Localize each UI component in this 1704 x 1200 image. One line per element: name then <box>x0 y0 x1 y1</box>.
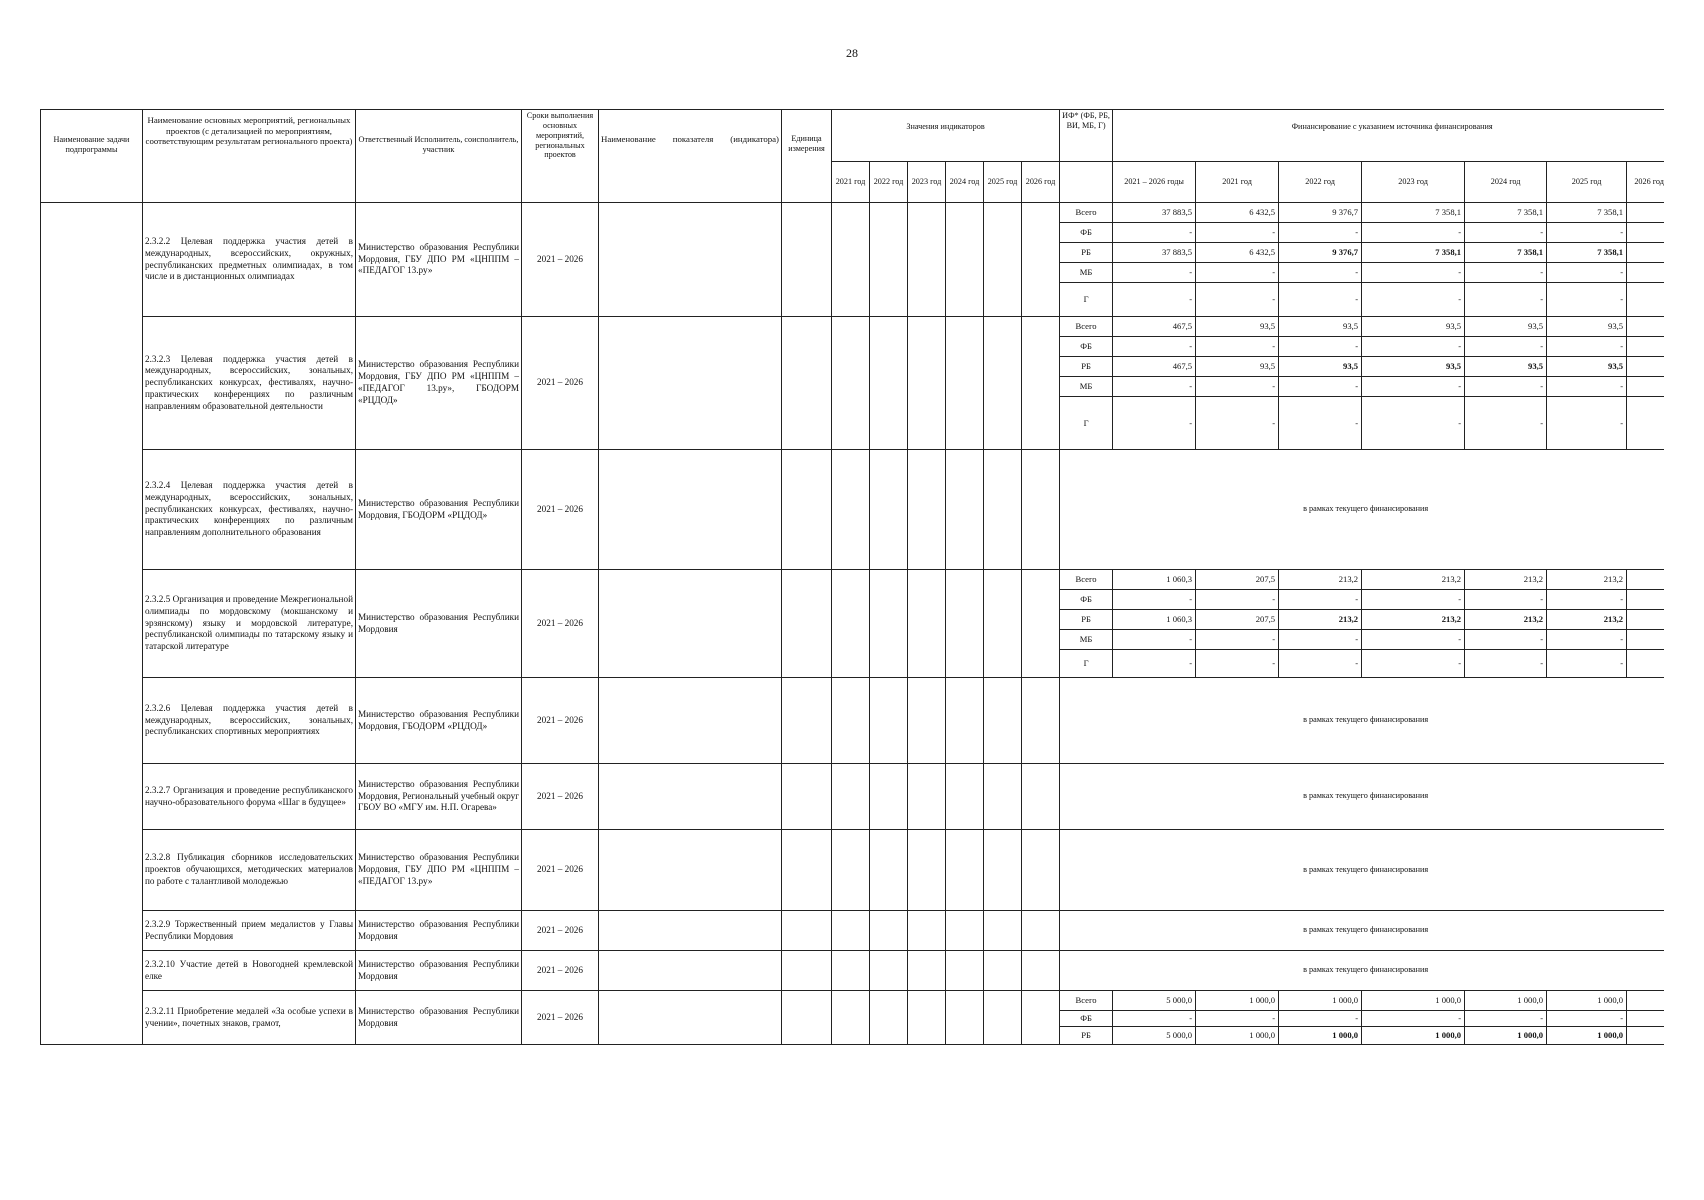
finance-value: - <box>1113 337 1196 357</box>
term: 2021 – 2026 <box>522 678 599 764</box>
indicator-value <box>1022 951 1060 991</box>
indicator-name <box>599 678 782 764</box>
finance-value: - <box>1113 630 1196 650</box>
term: 2021 – 2026 <box>522 203 599 317</box>
indicator-value <box>946 911 984 951</box>
finance-value: - <box>1113 223 1196 243</box>
finance-row <box>41 317 1665 337</box>
finance-value: - <box>1465 223 1547 243</box>
event-row <box>41 678 1665 764</box>
finance-source: ФБ <box>1060 223 1113 243</box>
finance-value: - <box>1547 650 1627 678</box>
term: 2021 – 2026 <box>522 450 599 570</box>
indicator-name <box>599 911 782 951</box>
executor-name: Министерство образования Республики Мордовия, ГБОДОРМ «РЦДОД» <box>356 450 522 570</box>
header-indicator: Наименование показателя (индикатора) <box>599 110 782 203</box>
finance-value: 93,5 <box>1279 317 1362 337</box>
finance-value: - <box>1196 377 1279 397</box>
indicator-value <box>908 203 946 317</box>
header-year: 2022 год <box>870 162 908 203</box>
finance-value <box>1627 610 1664 630</box>
finance-value: - <box>1465 650 1547 678</box>
finance-value: - <box>1279 263 1362 283</box>
indicator-value <box>870 764 908 830</box>
event-name: 2.3.2.5 Организация и проведение Межрегиональной олимпиады по мордовскому (мокшанскому и эрзянскому) языку и мордовской литературе, республиканской олимпиады по татарскому языку и татарской литературе <box>143 570 356 678</box>
finance-source: Всего <box>1060 991 1113 1011</box>
term: 2021 – 2026 <box>522 911 599 951</box>
indicator-unit <box>782 764 832 830</box>
term: 2021 – 2026 <box>522 764 599 830</box>
finance-value: - <box>1465 630 1547 650</box>
header-event: Наименование основных мероприятий, региональных проектов (с детализацией по мероприятиям, соответствующим результатам регионального проекта) <box>143 110 356 203</box>
indicator-name <box>599 317 782 450</box>
finance-value: 1 000,0 <box>1279 1027 1362 1045</box>
finance-value: 93,5 <box>1279 357 1362 377</box>
indicator-value <box>832 317 870 450</box>
finance-value: - <box>1362 223 1465 243</box>
finance-value <box>1627 1027 1664 1045</box>
finance-value: 5 000,0 <box>1113 991 1196 1011</box>
finance-value: 7 358,1 <box>1547 243 1627 263</box>
indicator-value <box>908 830 946 911</box>
indicator-value <box>946 678 984 764</box>
header-year: 2026 год <box>1022 162 1060 203</box>
indicator-value <box>984 764 1022 830</box>
term: 2021 – 2026 <box>522 951 599 991</box>
indicator-value <box>1022 678 1060 764</box>
indicator-name <box>599 951 782 991</box>
indicator-value <box>908 570 946 678</box>
finance-value: - <box>1279 590 1362 610</box>
finance-value: - <box>1196 283 1279 317</box>
finance-value: - <box>1465 377 1547 397</box>
finance-value: - <box>1279 283 1362 317</box>
finance-source: РБ <box>1060 610 1113 630</box>
finance-value: - <box>1362 630 1465 650</box>
event-name: 2.3.2.7 Организация и проведение республиканского научно-образовательного форума «Шаг в будущее» <box>143 764 356 830</box>
finance-value: - <box>1196 650 1279 678</box>
indicator-name <box>599 450 782 570</box>
finance-value: 93,5 <box>1362 317 1465 337</box>
finance-value: 213,2 <box>1362 570 1465 590</box>
finance-value: - <box>1113 377 1196 397</box>
finance-source: Г <box>1060 650 1113 678</box>
indicator-value <box>870 570 908 678</box>
finance-value: 207,5 <box>1196 570 1279 590</box>
finance-value: - <box>1547 283 1627 317</box>
executor-name: Министерство образования Республики Мордовия, Региональный учебный округ ГБОУ ВО «МГУ им. Н.П. Огарева» <box>356 764 522 830</box>
finance-value <box>1627 590 1664 610</box>
indicator-value <box>1022 570 1060 678</box>
finance-value: 213,2 <box>1465 570 1547 590</box>
finance-note: в рамках текущего финансирования <box>1060 764 1664 830</box>
finance-value: - <box>1279 630 1362 650</box>
finance-value: 1 000,0 <box>1362 1027 1465 1045</box>
header-fin-year: 2024 год <box>1465 162 1547 203</box>
finance-value: 1 000,0 <box>1196 991 1279 1011</box>
indicator-name <box>599 570 782 678</box>
indicator-value <box>908 678 946 764</box>
header-year: 2023 год <box>908 162 946 203</box>
table-body <box>41 203 1665 1045</box>
finance-value: 207,5 <box>1196 610 1279 630</box>
header-fin-year: 2025 год <box>1547 162 1627 203</box>
finance-value: 93,5 <box>1196 357 1279 377</box>
finance-value <box>1627 243 1664 263</box>
term: 2021 – 2026 <box>522 991 599 1045</box>
finance-source: РБ <box>1060 1027 1113 1045</box>
indicator-value <box>984 450 1022 570</box>
finance-value: 467,5 <box>1113 357 1196 377</box>
finance-value <box>1627 991 1664 1011</box>
finance-value: - <box>1465 590 1547 610</box>
finance-value <box>1627 377 1664 397</box>
indicator-value <box>870 830 908 911</box>
indicator-value <box>870 951 908 991</box>
finance-value: - <box>1196 223 1279 243</box>
finance-value: 37 883,5 <box>1113 203 1196 223</box>
finance-value <box>1627 283 1664 317</box>
finance-value: - <box>1362 283 1465 317</box>
header-fin-year: 2021 год <box>1196 162 1279 203</box>
finance-value: 213,2 <box>1279 610 1362 630</box>
executor-name: Министерство образования Республики Мордовия, ГБУ ДПО РМ «ЦНППМ – «ПЕДАГОГ 13.ру» <box>356 203 522 317</box>
finance-value <box>1627 263 1664 283</box>
header-indicator-values: Значения индикаторов <box>832 110 1060 162</box>
finance-value: - <box>1547 590 1627 610</box>
indicator-value <box>908 991 946 1045</box>
finance-value: - <box>1196 263 1279 283</box>
indicator-name <box>599 764 782 830</box>
indicator-value <box>832 951 870 991</box>
indicator-value <box>1022 203 1060 317</box>
finance-value: - <box>1196 630 1279 650</box>
finance-value: - <box>1279 337 1362 357</box>
executor-name: Министерство образования Республики Мордовия <box>356 991 522 1045</box>
finance-value: - <box>1465 1011 1547 1027</box>
finance-value: 7 358,1 <box>1465 203 1547 223</box>
indicator-value <box>1022 991 1060 1045</box>
finance-value: 213,2 <box>1279 570 1362 590</box>
event-row <box>41 911 1665 951</box>
event-row <box>41 951 1665 991</box>
event-row <box>41 830 1665 911</box>
finance-value: 93,5 <box>1547 357 1627 377</box>
indicator-value <box>1022 317 1060 450</box>
indicator-value <box>870 450 908 570</box>
finance-value: - <box>1465 397 1547 450</box>
event-name: 2.3.2.9 Торжественный прием медалистов у Главы Республики Мордовия <box>143 911 356 951</box>
indicator-value <box>946 764 984 830</box>
finance-value: 1 000,0 <box>1547 991 1627 1011</box>
finance-value: 467,5 <box>1113 317 1196 337</box>
finance-value: - <box>1113 650 1196 678</box>
indicator-unit <box>782 203 832 317</box>
finance-source: МБ <box>1060 377 1113 397</box>
finance-value: - <box>1465 337 1547 357</box>
executor-name: Министерство образования Республики Мордовия, ГБОДОРМ «РЦДОД» <box>356 678 522 764</box>
indicator-value <box>984 951 1022 991</box>
indicator-value <box>832 570 870 678</box>
indicator-unit <box>782 678 832 764</box>
finance-value: - <box>1362 377 1465 397</box>
finance-source: ФБ <box>1060 590 1113 610</box>
finance-value <box>1627 1011 1664 1027</box>
indicator-value <box>832 830 870 911</box>
indicator-name <box>599 830 782 911</box>
header-fin-year: 2021 – 2026 годы <box>1113 162 1196 203</box>
indicator-unit <box>782 317 832 450</box>
header-unit: Единица измерения <box>782 110 832 203</box>
finance-value: 7 358,1 <box>1362 203 1465 223</box>
finance-value: - <box>1113 1011 1196 1027</box>
indicator-value <box>832 203 870 317</box>
finance-value: 213,2 <box>1547 610 1627 630</box>
header-year: 2021 год <box>832 162 870 203</box>
indicator-name <box>599 203 782 317</box>
indicator-value <box>870 991 908 1045</box>
term: 2021 – 2026 <box>522 830 599 911</box>
finance-source: Всего <box>1060 317 1113 337</box>
finance-value: - <box>1547 337 1627 357</box>
event-name: 2.3.2.2 Целевая поддержка участия детей в международных, всероссийских, окружных, республиканских предметных олимпиадах, в том числе и в дистанционных олимпиадах <box>143 203 356 317</box>
finance-value: 37 883,5 <box>1113 243 1196 263</box>
finance-value: 93,5 <box>1362 357 1465 377</box>
executor-name: Министерство образования Республики Мордовия, ГБУ ДПО РМ «ЦНППМ – «ПЕДАГОГ 13.ру» <box>356 830 522 911</box>
finance-value: 6 432,5 <box>1196 243 1279 263</box>
finance-value: - <box>1279 377 1362 397</box>
indicator-value <box>1022 450 1060 570</box>
finance-value: 213,2 <box>1547 570 1627 590</box>
indicator-value <box>832 678 870 764</box>
term: 2021 – 2026 <box>522 570 599 678</box>
finance-source: МБ <box>1060 263 1113 283</box>
finance-note: в рамках текущего финансирования <box>1060 450 1664 570</box>
page-number: 28 <box>846 46 858 60</box>
finance-value: 213,2 <box>1362 610 1465 630</box>
executor-name: Министерство образования Республики Мордовия <box>356 951 522 991</box>
indicator-value <box>946 203 984 317</box>
program-table <box>40 109 1664 1045</box>
finance-value: - <box>1362 337 1465 357</box>
finance-value: - <box>1279 397 1362 450</box>
indicator-value <box>908 951 946 991</box>
header-terms: Сроки выполнения основных мероприятий, региональных проектов <box>522 110 599 203</box>
finance-source: Г <box>1060 397 1113 450</box>
indicator-unit <box>782 951 832 991</box>
executor-name: Министерство образования Республики Мордовия, ГБУ ДПО РМ «ЦНППМ – «ПЕДАГОГ 13.ру», ГБОДОРМ «РЦДОД» <box>356 317 522 450</box>
header-finance: Финансирование с указанием источника финансирования <box>1113 110 1664 162</box>
indicator-value <box>870 203 908 317</box>
finance-value: - <box>1196 337 1279 357</box>
event-row <box>41 764 1665 830</box>
finance-value: 7 358,1 <box>1547 203 1627 223</box>
finance-value: - <box>1196 590 1279 610</box>
event-row <box>41 450 1665 570</box>
indicator-value <box>832 911 870 951</box>
finance-value: 1 000,0 <box>1465 1027 1547 1045</box>
finance-value: 1 000,0 <box>1547 1027 1627 1045</box>
finance-value <box>1627 317 1664 337</box>
finance-value <box>1627 630 1664 650</box>
finance-value: - <box>1362 590 1465 610</box>
task-cell <box>41 203 143 1045</box>
executor-name: Министерство образования Республики Мордовия <box>356 911 522 951</box>
header-source-blank <box>1060 162 1113 203</box>
indicator-value <box>946 951 984 991</box>
indicator-unit <box>782 991 832 1045</box>
indicator-value <box>870 317 908 450</box>
finance-value: 93,5 <box>1465 317 1547 337</box>
finance-value: - <box>1465 283 1547 317</box>
finance-note: в рамках текущего финансирования <box>1060 830 1664 911</box>
indicator-value <box>984 317 1022 450</box>
finance-value: 9 376,7 <box>1279 243 1362 263</box>
indicator-value <box>946 830 984 911</box>
finance-source: РБ <box>1060 243 1113 263</box>
event-name: 2.3.2.3 Целевая поддержка участия детей в международных, всероссийских, зональных, республиканских конкурсах, фестивалях, научно-практических конференциях по различным направлениям образовательной деятельности <box>143 317 356 450</box>
indicator-value <box>1022 911 1060 951</box>
finance-value: - <box>1113 590 1196 610</box>
finance-row <box>41 991 1665 1011</box>
finance-value: - <box>1113 397 1196 450</box>
finance-source: Всего <box>1060 203 1113 223</box>
indicator-value <box>984 911 1022 951</box>
finance-note: в рамках текущего финансирования <box>1060 678 1664 764</box>
indicator-value <box>984 570 1022 678</box>
indicator-value <box>984 203 1022 317</box>
finance-value <box>1627 570 1664 590</box>
header-year: 2024 год <box>946 162 984 203</box>
finance-value: - <box>1465 263 1547 283</box>
indicator-unit <box>782 450 832 570</box>
finance-note: в рамках текущего финансирования <box>1060 951 1664 991</box>
finance-value: - <box>1547 377 1627 397</box>
indicator-value <box>946 317 984 450</box>
finance-source: МБ <box>1060 630 1113 650</box>
indicator-value <box>870 678 908 764</box>
finance-value: 1 060,3 <box>1113 570 1196 590</box>
header-fin-year: 2023 год <box>1362 162 1465 203</box>
finance-value: - <box>1279 1011 1362 1027</box>
finance-value: - <box>1547 630 1627 650</box>
indicator-value <box>1022 764 1060 830</box>
indicator-value <box>832 991 870 1045</box>
indicator-name <box>599 991 782 1045</box>
header-task: Наименование задачи подпрограммы <box>41 110 143 203</box>
finance-value: - <box>1362 650 1465 678</box>
finance-value: 1 000,0 <box>1279 991 1362 1011</box>
finance-value: - <box>1547 397 1627 450</box>
indicator-value <box>984 830 1022 911</box>
indicator-value <box>984 991 1022 1045</box>
table-header <box>41 110 1665 203</box>
finance-value: - <box>1547 263 1627 283</box>
event-name: 2.3.2.10 Участие детей в Новогодней кремлевской елке <box>143 951 356 991</box>
finance-value <box>1627 397 1664 450</box>
header-source: ИФ* (ФБ, РБ, ВИ, МБ, Г) <box>1060 110 1113 162</box>
event-name: 2.3.2.11 Приобретение медалей «За особые успехи в учении», почетных знаков, грамот, <box>143 991 356 1045</box>
indicator-value <box>984 678 1022 764</box>
finance-value: - <box>1196 1011 1279 1027</box>
header-fin-year: 2026 год <box>1627 162 1664 203</box>
indicator-value <box>1022 830 1060 911</box>
indicator-value <box>908 764 946 830</box>
indicator-value <box>870 911 908 951</box>
finance-value: - <box>1196 397 1279 450</box>
finance-value: 213,2 <box>1465 610 1547 630</box>
finance-row <box>41 203 1665 223</box>
finance-value: - <box>1362 397 1465 450</box>
finance-source: Всего <box>1060 570 1113 590</box>
finance-value <box>1627 337 1664 357</box>
finance-value: - <box>1547 1011 1627 1027</box>
finance-value <box>1627 203 1664 223</box>
event-name: 2.3.2.6 Целевая поддержка участия детей в международных, всероссийских, зональных, республиканских спортивных мероприятиях <box>143 678 356 764</box>
finance-value: 93,5 <box>1547 317 1627 337</box>
finance-value: - <box>1362 263 1465 283</box>
term: 2021 – 2026 <box>522 317 599 450</box>
event-name: 2.3.2.8 Публикация сборников исследовательских проектов обучающихся, методических материалов по работе с талантливой молодежью <box>143 830 356 911</box>
finance-source: ФБ <box>1060 1011 1113 1027</box>
finance-value: 1 000,0 <box>1362 991 1465 1011</box>
finance-value: 93,5 <box>1196 317 1279 337</box>
event-name: 2.3.2.4 Целевая поддержка участия детей в международных, всероссийских, зональных, республиканских конкурсах, фестивалях, научно-практических конференциях по различным направлениям дополнительного образования <box>143 450 356 570</box>
indicator-value <box>832 450 870 570</box>
finance-value: 1 000,0 <box>1196 1027 1279 1045</box>
finance-value: 7 358,1 <box>1465 243 1547 263</box>
finance-source: Г <box>1060 283 1113 317</box>
indicator-value <box>908 450 946 570</box>
header-fin-year: 2022 год <box>1279 162 1362 203</box>
indicator-value <box>946 991 984 1045</box>
finance-row <box>41 570 1665 590</box>
indicator-value <box>908 911 946 951</box>
indicator-value <box>832 764 870 830</box>
finance-value: 1 060,3 <box>1113 610 1196 630</box>
indicator-value <box>946 450 984 570</box>
indicator-unit <box>782 570 832 678</box>
indicator-value <box>908 317 946 450</box>
header-year: 2025 год <box>984 162 1022 203</box>
executor-name: Министерство образования Республики Мордовия <box>356 570 522 678</box>
header-executor: Ответственный Исполнитель, соисполнитель, участник <box>356 110 522 203</box>
finance-value: 7 358,1 <box>1362 243 1465 263</box>
indicator-unit <box>782 911 832 951</box>
finance-value: - <box>1279 650 1362 678</box>
finance-value: - <box>1547 223 1627 243</box>
finance-value: 5 000,0 <box>1113 1027 1196 1045</box>
finance-source: РБ <box>1060 357 1113 377</box>
finance-value <box>1627 223 1664 243</box>
finance-value: 6 432,5 <box>1196 203 1279 223</box>
finance-note: в рамках текущего финансирования <box>1060 911 1664 951</box>
finance-source: ФБ <box>1060 337 1113 357</box>
indicator-unit <box>782 830 832 911</box>
finance-value: - <box>1279 223 1362 243</box>
finance-value: - <box>1362 1011 1465 1027</box>
finance-value: - <box>1113 263 1196 283</box>
indicator-value <box>946 570 984 678</box>
program-table-sheet <box>40 109 1664 1086</box>
finance-value: - <box>1113 283 1196 317</box>
finance-value <box>1627 650 1664 678</box>
finance-value <box>1627 357 1664 377</box>
finance-value: 9 376,7 <box>1279 203 1362 223</box>
finance-value: 1 000,0 <box>1465 991 1547 1011</box>
finance-value: 93,5 <box>1465 357 1547 377</box>
